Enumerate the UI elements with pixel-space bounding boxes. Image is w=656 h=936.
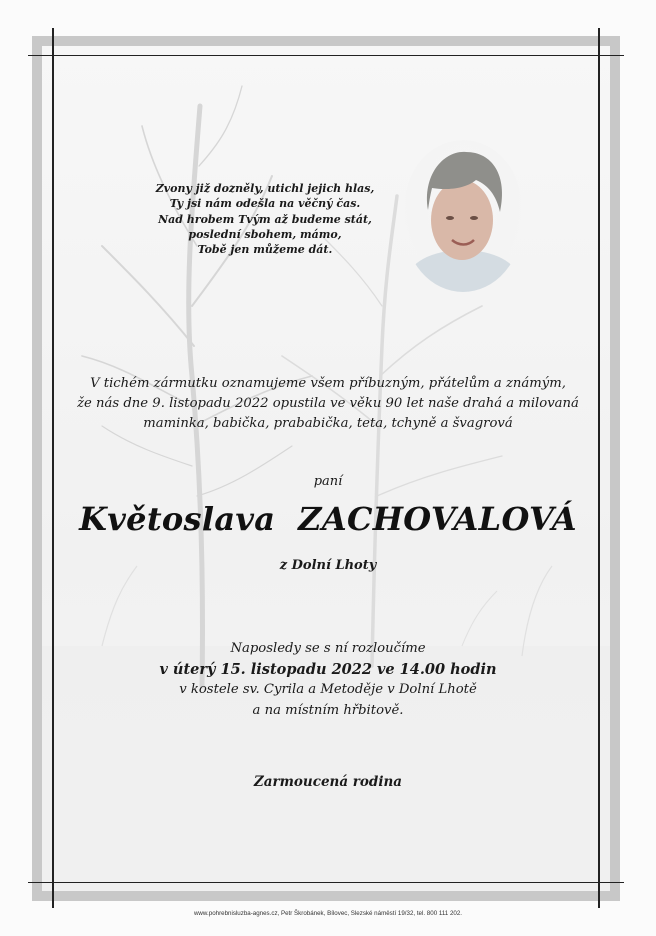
salutation: paní — [313, 474, 343, 489]
announcement — [58, 374, 598, 434]
poem-line: Zvony již dozněly, utichl jejich hlas, — [155, 182, 375, 195]
poem-line: Ty jsi nám odešla na věčný čas. — [169, 197, 361, 211]
announcement-line: maminka, babička, prababička, teta, tchyně a švagrová — [143, 416, 513, 431]
funeral-place: v kostele sv. Cyrila a Metoděje v Dolní Lhotě — [179, 682, 477, 697]
poem — [130, 181, 400, 257]
announcement-line: V tichém zármutku oznamujeme všem příbuzným, přátelům a známým, — [90, 376, 566, 391]
funeral-info — [0, 639, 656, 721]
funeral-datetime: v úterý 15. listopadu 2022 ve 14.00 hodin — [159, 660, 497, 678]
funeral-cemetery: a na místním hřbitově. — [252, 702, 404, 718]
signature: Zarmoucená rodina — [253, 774, 403, 790]
poem-line: Nad hrobem Tvým až budeme stát, — [158, 212, 372, 226]
frame-bottom-line — [28, 882, 624, 883]
first-name: Květoslava — [79, 500, 276, 538]
deceased-name — [0, 500, 656, 538]
last-name: ZACHOVALOVÁ — [298, 500, 577, 538]
funeral-intro: Naposledy se s ní rozloučíme — [230, 641, 426, 656]
footer-contact: www.pohrebnisluzba-agnes.cz, Petr Škrobánek, Bílovec, Slezské náměstí 19/32, tel. 800 111 202. — [193, 910, 463, 917]
poem-line: poslední sbohem, mámo, — [188, 227, 342, 241]
gray-frame — [32, 36, 620, 901]
poem-line: Tobě jen můžeme dát. — [197, 243, 333, 257]
frame-top-line — [28, 55, 624, 56]
announcement-line: že nás dne 9. listopadu 2022 opustila ve věku 90 let naše drahá a milovaná — [77, 396, 579, 411]
origin: z Dolní Lhoty — [279, 558, 377, 573]
